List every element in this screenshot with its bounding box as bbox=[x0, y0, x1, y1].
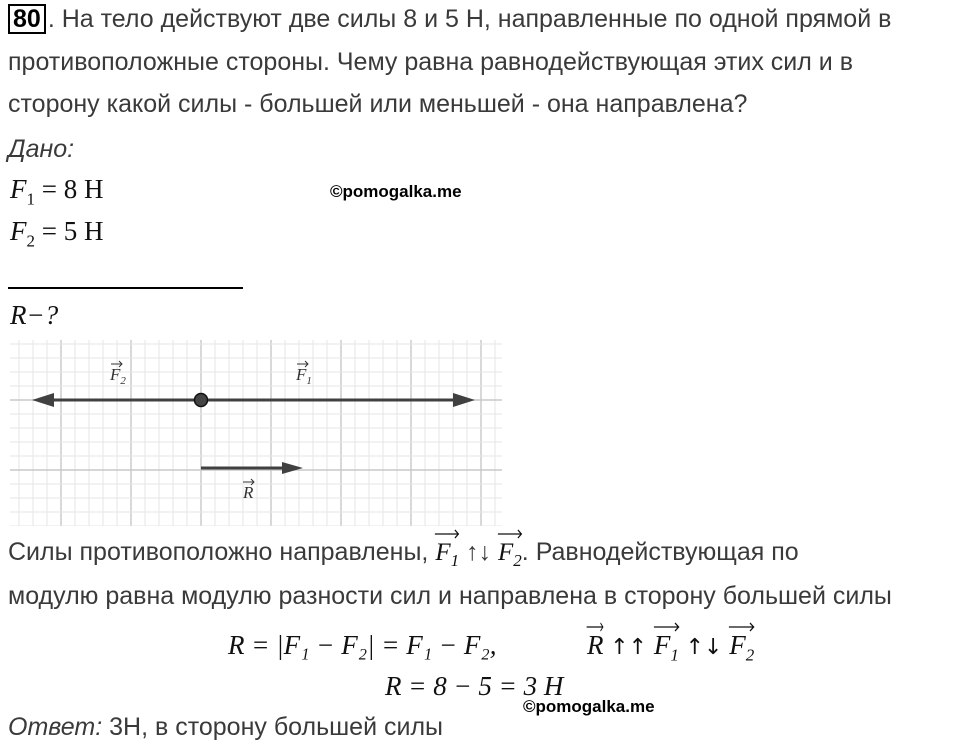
watermark-bottom: ©pomogalka.me bbox=[523, 697, 655, 716]
answer-label: Ответ: bbox=[8, 713, 103, 741]
problem-text-1: На тело действуют две силы 8 и 5 Н, направленные по одной прямой в bbox=[61, 5, 892, 33]
given-divider bbox=[8, 287, 243, 289]
formula-directions: R ↑↑ $F_1$ ↑↓ $F_2$ bbox=[587, 630, 754, 661]
answer-text: 3Н, в сторону большей силы bbox=[109, 713, 444, 741]
watermark-top: ©pomogalka.me bbox=[330, 182, 462, 201]
problem-line-2: противоположные стороны. Чему равна равнодействующая этих сил и в bbox=[8, 48, 853, 76]
force-diagram bbox=[10, 340, 502, 526]
vec-r: R bbox=[587, 630, 604, 661]
problem-number: 80 bbox=[8, 4, 46, 34]
vec-f2-formula: $F_2$ bbox=[729, 630, 754, 661]
given-f2: $F_2 = 5$ Н bbox=[10, 216, 104, 251]
label-r: R bbox=[243, 483, 254, 502]
problem-line-1: 80 . На тело действуют две силы 8 и 5 Н, направленные по одной прямой в bbox=[8, 4, 891, 35]
given-label: Дано: bbox=[8, 135, 75, 163]
vec-f1-formula: $F_1$ bbox=[654, 630, 679, 661]
label-f1: $F_1$ bbox=[296, 365, 312, 387]
body-point bbox=[195, 394, 208, 407]
given-f1: $F_1 = 8$ Н bbox=[10, 174, 104, 209]
find-label: R−? bbox=[10, 300, 59, 330]
vec-f1: $F_1$ bbox=[435, 537, 459, 568]
problem-line-3: сторону какой силы - большей или меньшей - она направлена? bbox=[8, 90, 748, 118]
grid bbox=[10, 340, 502, 526]
formula-result: R = 8 − 5 = 3 Н bbox=[385, 671, 564, 701]
answer-line bbox=[8, 712, 443, 743]
solution-line-2: модулю равна модулю разности сил и направлена в сторону большей силы bbox=[8, 582, 892, 610]
vec-f2: $F_2$ bbox=[498, 537, 522, 568]
solution-line-1: Силы противоположно направлены, $F_1$ ↑↓ $F_2$ . Равнодействующая по bbox=[8, 537, 799, 568]
label-f2: $F_2$ bbox=[110, 365, 126, 387]
f1-arrow bbox=[201, 393, 475, 407]
formula-modulus: R = |F₁ − F₂| = F₁ − F₂, bbox=[228, 630, 497, 660]
resultant-arrow bbox=[201, 462, 303, 474]
